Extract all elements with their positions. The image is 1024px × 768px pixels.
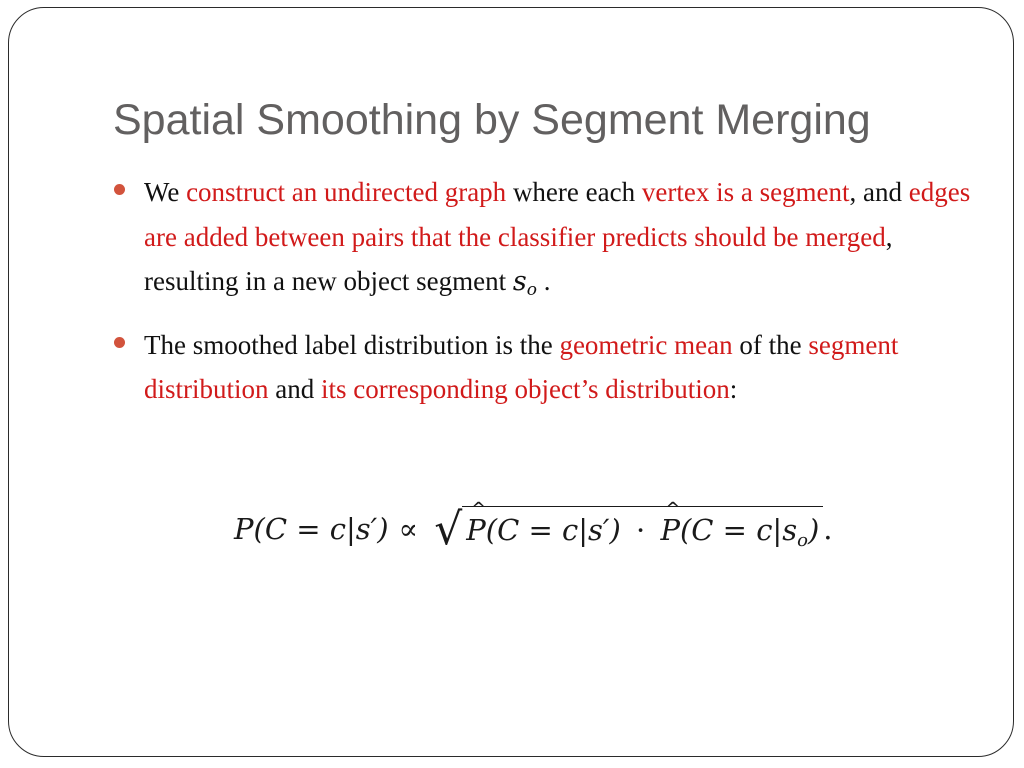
equation-radicand xyxy=(462,506,823,551)
math-var: s xyxy=(512,266,527,297)
equation-term1-symbol: ^ P xyxy=(466,513,486,547)
inline-math-object-segment xyxy=(512,266,538,300)
bullet1-text-2: where each xyxy=(506,177,642,207)
bullet1-highlight-3: edges are added between pairs that the classifier predicts should be merged xyxy=(144,177,971,252)
bullet1-text-3: , and xyxy=(849,177,909,207)
equation-relation: ∝ xyxy=(398,512,419,546)
bullet1-text-1: We xyxy=(144,177,187,207)
bullet2-text-2: of the xyxy=(732,329,809,360)
equation-dot: · xyxy=(636,512,646,547)
bullet-item-graph xyxy=(114,170,974,313)
bullet2-text-3: and xyxy=(268,374,321,404)
bullet2-text-1: The smoothed label distribution is the xyxy=(144,329,560,360)
math-subscript: o xyxy=(526,280,538,300)
slide-title: Spatial Smoothing by Segment Merging xyxy=(113,96,871,144)
bullet-list xyxy=(114,170,974,412)
equation-lhs: P(C = c|s′) xyxy=(234,512,389,546)
bullet1-highlight-1: construct an undirected graph xyxy=(186,177,507,207)
equation-term1-rest: (C = c|s′) xyxy=(485,512,621,547)
bullet-dot-icon xyxy=(114,184,125,195)
bullet2-text-4: : xyxy=(729,374,738,404)
bullet2-highlight-1: geometric mean xyxy=(559,329,733,360)
equation-term2-rest: (C = c|s xyxy=(679,512,798,547)
bullet1-text-5: . xyxy=(537,266,551,296)
bullet1-text-4: , resulting in a new object segment xyxy=(144,221,893,296)
bullet2-highlight-3: its corresponding object’s distribution xyxy=(321,374,730,404)
equation-term2-symbol: ^ P xyxy=(660,513,680,547)
equation-term2-subscript: o xyxy=(797,529,808,551)
bullet-item-distribution xyxy=(114,323,974,412)
bullet2-highlight-2: segment distribution xyxy=(144,329,899,404)
bullet1-highlight-2: vertex is a segment xyxy=(641,177,850,207)
radical-icon: √ xyxy=(434,503,463,555)
equation-term2-close: ) xyxy=(807,512,820,547)
equation-period: . xyxy=(823,512,833,546)
smoothing-equation xyxy=(234,494,832,564)
bullet-dot-icon xyxy=(114,337,125,348)
